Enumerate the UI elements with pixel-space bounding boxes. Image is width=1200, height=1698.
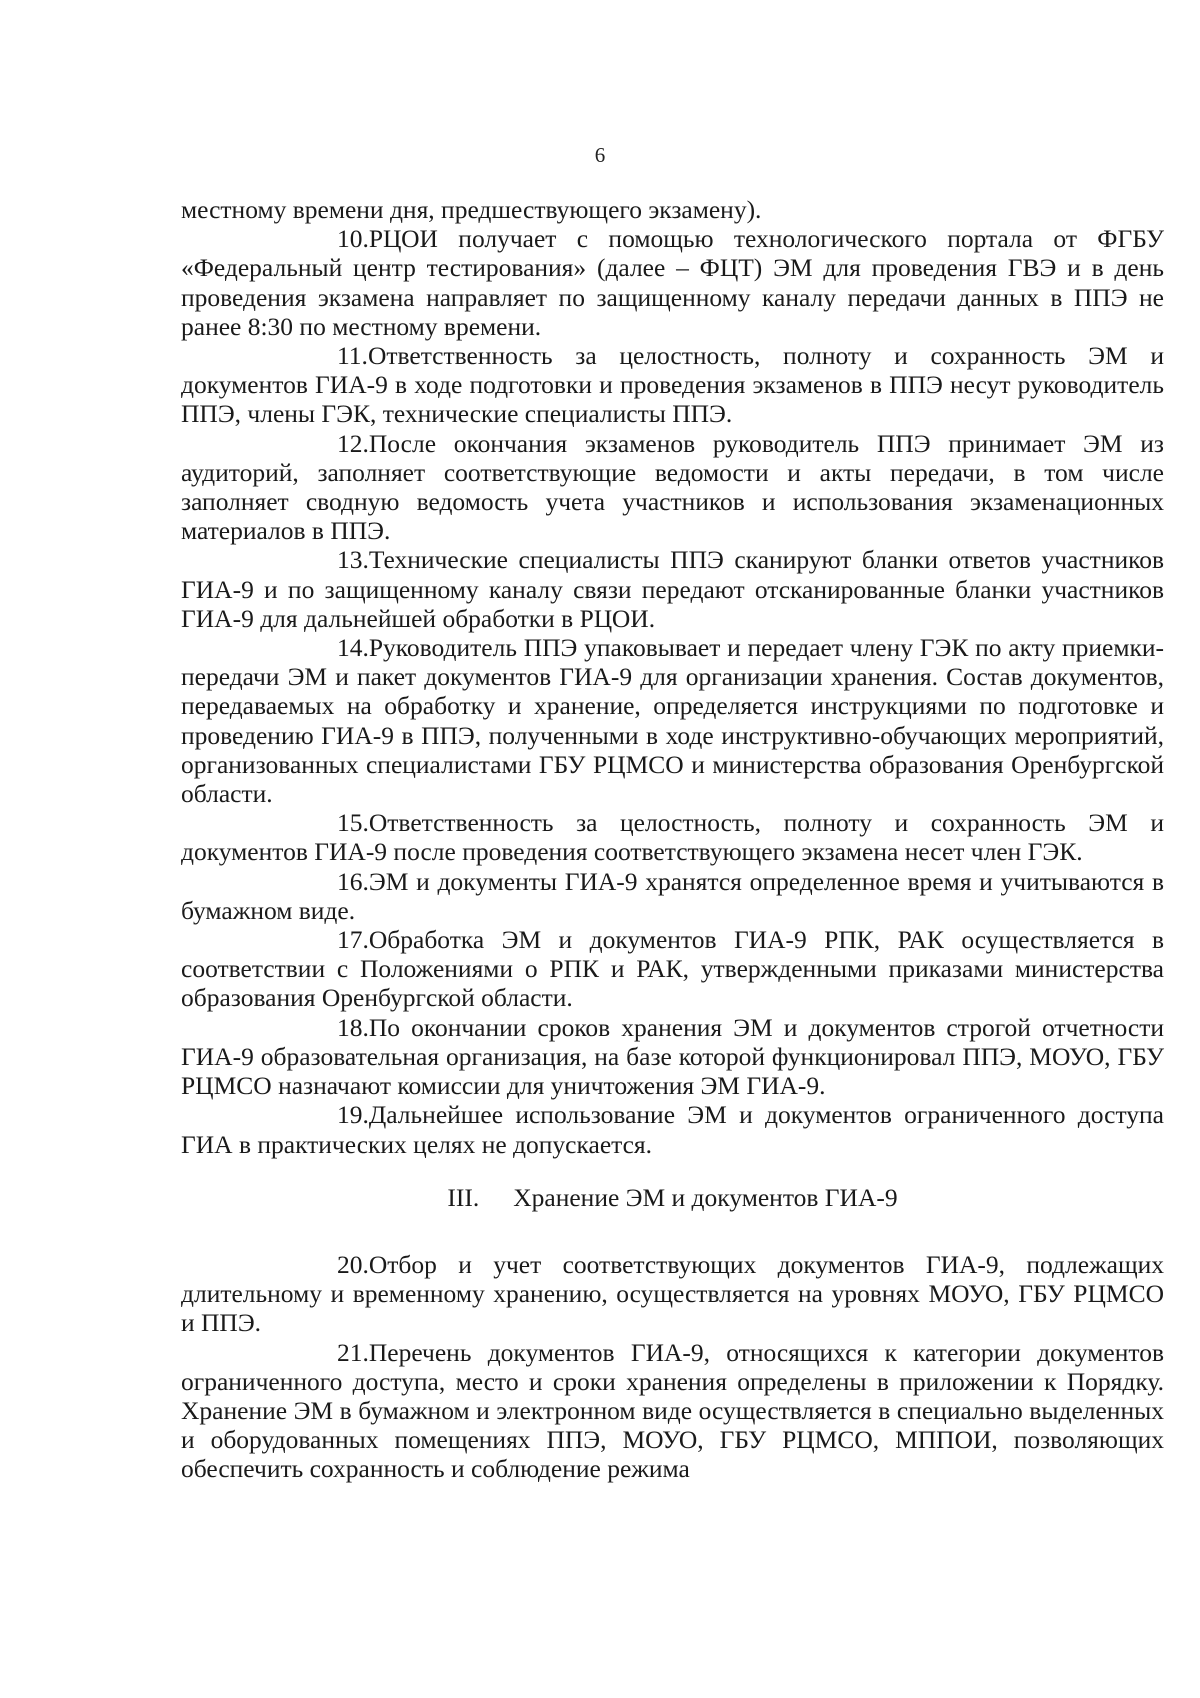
paragraph-18 [181,1013,1164,1101]
paragraph-text: Обработка ЭМ и документов ГИА-9 РПК, РАК осуществляется в соответствии с Положениями о РПК и РАК, утвержденными приказами министерства образования Оренбургской области. [181,925,1164,1013]
paragraph-10 [181,224,1164,341]
paragraph-number: 10. [337,224,369,254]
paragraph-text: Руководитель ППЭ упаковывает и передает члену ГЭК по акту приемки-передачи ЭМ и пакет документов ГИА-9 для организации хранения. Состав документов, передаваемых на обработку и хранение, определяется инструкциями по подготовке и проведению ГИА-9 в ППЭ, полученными в ходе инструктивно-обучающих мероприятий, организованных специалистами ГБУ РЦМСО и министерства образования Оренбургской области. [181,633,1164,809]
paragraph-number: 12. [337,428,369,458]
paragraph-text: местному времени дня, предшествующего экзамену). [181,195,762,224]
paragraph-17 [181,925,1164,1013]
paragraph-number: 14. [337,633,369,663]
paragraph-19 [181,1100,1164,1158]
paragraph-text: После окончания экзаменов руководитель ППЭ принимает ЭМ из аудиторий, заполняет соответствующие ведомости и акты передачи, в том числе заполняет сводную ведомость учета участников и использования экзаменационных материалов в ППЭ. [181,428,1164,546]
paragraph-11 [181,341,1164,429]
paragraph-number: 11. [337,341,368,371]
paragraph-21 [181,1338,1164,1484]
paragraph-number: 18. [337,1012,369,1042]
paragraph-20 [181,1250,1164,1338]
paragraph-14 [181,633,1164,808]
paragraph-text: РЦОИ получает с помощью технологического портала от ФГБУ «Федеральный центр тестирования» (далее – ФЦТ) ЭМ для проведения ГВЭ и в день проведения экзамена направляет по защищенному каналу передачи данных в ППЭ не ранее 8:30 по местному времени. [181,224,1164,341]
page-number: 6 [594,143,606,167]
paragraph-number: 19. [337,1100,369,1130]
paragraph-text: ЭМ и документы ГИА-9 хранятся определенное время и учитываются в бумажном виде. [181,866,1164,925]
paragraph-16 [181,867,1164,925]
paragraph-number: 13. [337,545,369,575]
paragraph-number: 21. [337,1337,369,1367]
paragraph-text: Технические специалисты ППЭ сканируют бланки ответов участников ГИА-9 и по защищенному каналу связи передают отсканированные бланки участников ГИА-9 для дальнейшей обработки в РЦОИ. [181,545,1164,633]
paragraph-number: 16. [337,866,369,896]
paragraph-text: Ответственность за целостность, полноту и сохранность ЭМ и документов ГИА-9 после проведения соответствующего экзамена несет член ГЭК. [181,808,1164,867]
paragraph-number: 15. [337,808,369,838]
paragraph-text: Отбор и учет соответствующих документов ГИА-9, подлежащих длительному и временному хранению, осуществляется на уровнях МОУО, ГБУ РЦМСО и ППЭ. [181,1249,1164,1338]
section-heading [181,1183,1164,1212]
section-numeral: III. [447,1182,480,1212]
section-title: Хранение ЭМ и документов ГИА-9 [513,1182,898,1212]
paragraph-number: 17. [337,925,369,955]
paragraph-text: По окончании сроков хранения ЭМ и документов строгой отчетности ГИА-9 образовательная организация, на базе которой функционировал ППЭ, МОУО, ГБУ РЦМСО назначают комиссии для уничтожения ЭМ ГИА-9. [181,1012,1164,1101]
paragraph-text: Перечень документов ГИА-9, относящихся к категории документов ограниченного доступа, место и сроки хранения определены в приложении к Порядку. Хранение ЭМ в бумажном и электронном виде осуществляется в специально выделенных и оборудованных помещениях ППЭ, МОУО, ГБУ РЦМСО, МППОИ, позволяющих обеспечить сохранность и соблюдение режима [181,1337,1164,1484]
paragraph-15 [181,808,1164,866]
paragraph-13 [181,545,1164,633]
paragraph-text: Дальнейшее использование ЭМ и документов ограниченного доступа ГИА в практических целях не допускается. [181,1100,1164,1159]
paragraph-text: Ответственность за целостность, полноту и сохранность ЭМ и документов ГИА-9 в ходе подготовки и проведения экзаменов в ППЭ несут руководитель ППЭ, члены ГЭК, технические специалисты ППЭ. [181,341,1164,429]
document-body [181,195,1164,1484]
paragraph-number: 20. [337,1249,369,1279]
paragraph-12 [181,429,1164,546]
paragraph-continuation [181,195,1164,224]
